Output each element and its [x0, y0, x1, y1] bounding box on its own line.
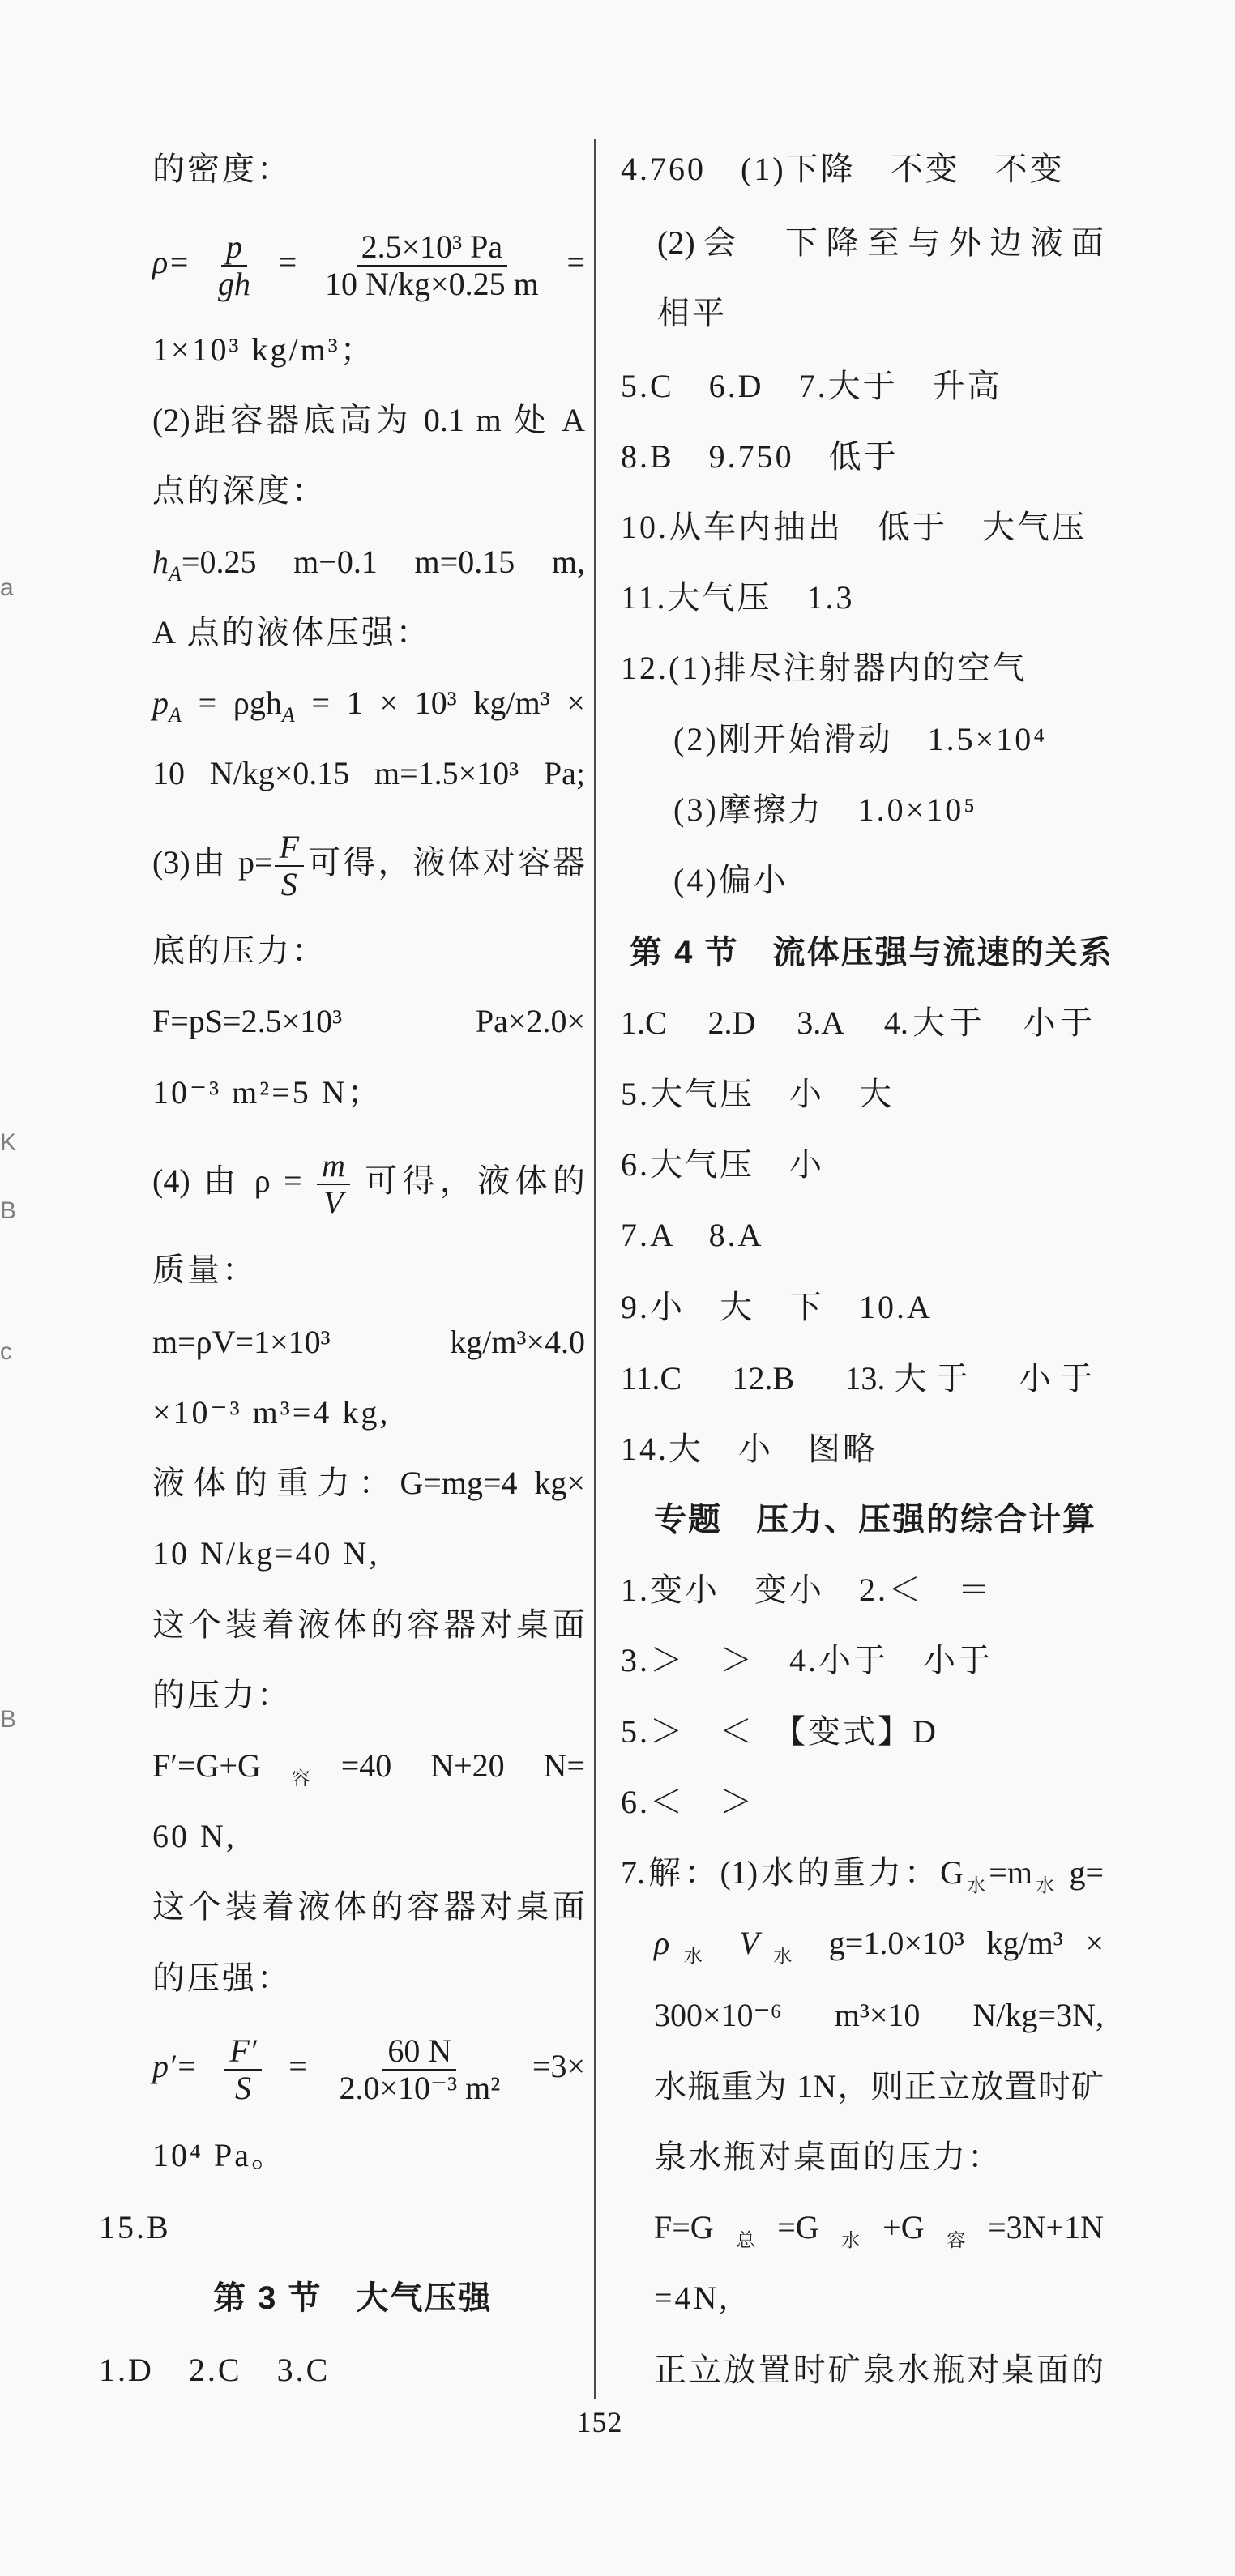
section-heading: 第 4 节 流体压强与流速的关系 [630, 935, 1113, 970]
answer-line: 的密度： [152, 151, 292, 187]
formula-text: = [288, 2048, 307, 2084]
formula-variable: p [152, 685, 169, 721]
answer-line: 12.(1)排尽注射器内的空气 [621, 650, 1028, 686]
subscript: 容 [924, 2230, 989, 2250]
edge-fragment: c [0, 1338, 12, 1365]
answer-line: 6.大气压 小 [621, 1146, 824, 1183]
answer-line: 的压强： [152, 1960, 292, 1996]
mass-formula [152, 1141, 585, 1222]
formula-text: =0.25 m−0.1 m=0.15 m, [181, 544, 585, 580]
fraction [213, 229, 255, 302]
fraction-numerator: F [275, 830, 304, 867]
subscript: A [281, 703, 295, 727]
density-formula [152, 222, 585, 303]
answer-line: 7.A 8.A [621, 1217, 764, 1253]
formula-text: F′=G+G [152, 1747, 261, 1784]
answer-line: 14.大 小 图略 [621, 1431, 878, 1467]
formula-text: = [278, 244, 297, 280]
total-force-formula [654, 2208, 1104, 2250]
subscript: 总 [713, 2230, 778, 2250]
answer-line: 8.B 9.750 低于 [621, 438, 899, 475]
subscript: 水 [963, 1875, 989, 1896]
edge-fragment: K [0, 1129, 17, 1156]
answer-line: 1.C 2.D 3.A 4.大于 小于 [621, 1004, 1092, 1041]
formula-text: =40 N+20 N= [340, 1747, 585, 1784]
edge-fragment: B [0, 1706, 17, 1733]
subscript: 水 [1032, 1875, 1058, 1896]
answer-line: F=pS=2.5×10³ Pa×2.0× [152, 1003, 585, 1039]
answer-line: 1.D 2.C 3.C [99, 2352, 331, 2388]
answer-line: 泉水瓶对桌面的压力： [654, 2139, 1002, 2175]
fraction-numerator: F′ [224, 2033, 261, 2071]
container-pressure-formula [152, 2026, 585, 2107]
formula-text: = [566, 244, 585, 280]
answer-line: 9.小 大 下 10.A [621, 1289, 933, 1325]
subscript: A [169, 562, 182, 586]
depth-formula [152, 543, 585, 586]
formula-text: 可得，液体对容器 [306, 844, 586, 881]
subscript: 容 [260, 1768, 341, 1789]
answer-line: 10.从车内抽出 低于 大气压 [621, 509, 1087, 545]
answer-line: 点的深度： [152, 472, 327, 509]
water-weight-formula [621, 1853, 1105, 1896]
fraction-denominator: 2.0×10⁻³ m² [339, 2069, 501, 2106]
answer-line: 5.C 6.D 7.大于 升高 [621, 368, 1002, 404]
subscript: A [169, 703, 182, 727]
answer-line: 5.大气压 小 大 [621, 1076, 894, 1112]
formula-text: 7.解：(1)水的重力：G [621, 1854, 964, 1891]
subscript: 水 [818, 2230, 883, 2250]
answer-line: A 点的液体压强： [152, 614, 431, 650]
answer-line: (2)刚开始滑动 1.5×10⁴ [673, 721, 1048, 757]
answer-line: 60 N, [152, 1818, 237, 1854]
force-formula [152, 822, 585, 903]
fraction [224, 2033, 261, 2106]
subscript: 水 [669, 1946, 717, 1966]
fraction-numerator: m [317, 1148, 350, 1185]
fraction-denominator: S [235, 2069, 251, 2106]
formula-text: g= [1058, 1854, 1105, 1891]
formula-variable: h [152, 544, 169, 580]
formula-text: = ρgh [181, 685, 282, 721]
answer-line: m=ρV=1×10³ kg/m³×4.0 [152, 1324, 585, 1360]
subscript: 水 [759, 1946, 807, 1966]
answer-line: 10⁴ Pa。 [152, 2137, 286, 2173]
answer-line: 10⁻³ m²=5 N； [152, 1074, 382, 1111]
answer-line: =4N, [654, 2280, 730, 2316]
fraction-denominator: gh [217, 265, 250, 302]
formula-text: =3N+1N [988, 2209, 1104, 2245]
formula-text: 可得，液体的 [351, 1162, 585, 1199]
formula-text: g=1.0×10³ kg/m³ × [806, 1925, 1105, 1961]
answer-line: 10 N/kg×0.15 m=1.5×10³ Pa; [152, 755, 585, 791]
formula-text: ρ= [152, 244, 190, 280]
answer-line: 的压力： [152, 1677, 292, 1713]
answer-line: 300×10⁻⁶ m³×10 N/kg=3N, [654, 1997, 1104, 2033]
fraction [275, 830, 304, 902]
section-heading: 第 3 节 大气压强 [213, 2280, 493, 2316]
formula-text: +G [882, 2209, 925, 2245]
edge-fragment: B [0, 1197, 17, 1224]
answer-line: 11.大气压 1.3 [621, 579, 855, 616]
answer-line: (2)距容器底高为 0.1 m 处 A [152, 402, 585, 438]
answer-line: 5.＞ ＜ 【变式】D [621, 1713, 938, 1750]
edge-fragment: a [0, 574, 14, 601]
answer-line: (3)摩擦力 1.0×10⁵ [673, 791, 978, 828]
fraction-denominator: S [280, 865, 297, 902]
topic-heading: 专题 压力、压强的综合计算 [654, 1502, 1096, 1537]
fraction-numerator: 2.5×10³ Pa [357, 229, 508, 267]
container-force-formula [152, 1746, 585, 1789]
formula-text: (4) 由 ρ = [152, 1162, 315, 1199]
formula-text: =3× [532, 2048, 586, 2084]
answer-line: 相平 [657, 295, 727, 331]
answer-line: 这个装着液体的容器对桌面 [152, 1606, 585, 1643]
formula-text: p′= [152, 2048, 198, 2084]
answer-line: (2)会 下降至与外边液面 [657, 224, 1104, 261]
formula-text: = 1 × 10³ kg/m³ × [294, 685, 585, 721]
formula-text: =G [777, 2209, 819, 2245]
formula-text: (3)由 p= [152, 844, 273, 881]
answer-line: 液体的重力：G=mg=4 kg× [152, 1465, 585, 1501]
fraction-numerator: 60 N [382, 2033, 456, 2071]
formula-text: V [716, 1925, 759, 1961]
fraction [320, 229, 544, 302]
answer-line: 6.＜ ＞ [621, 1784, 754, 1820]
fraction-numerator: p [221, 229, 247, 267]
column-divider [594, 139, 596, 2399]
answer-line: 1.变小 变小 2.＜ ＝ [621, 1572, 993, 1608]
answer-line: 底的压力： [152, 932, 327, 969]
answer-line: 水瓶重为 1N，则正立放置时矿 [654, 2068, 1104, 2105]
answer-line: 15.B [99, 2209, 171, 2245]
fraction-denominator: V [323, 1184, 344, 1221]
page-number: 152 [576, 2406, 623, 2438]
answer-line: 4.760 (1)下降 不变 不变 [621, 151, 1065, 187]
formula-text: ρ [654, 1925, 670, 1961]
answer-line: 11.C 12.B 13.大于 小于 [621, 1360, 1092, 1397]
formula-text: =m [989, 1854, 1032, 1891]
pressure-formula [152, 684, 585, 727]
water-weight-formula [654, 1924, 1105, 1966]
answer-line: 质量： [152, 1252, 257, 1288]
fraction [334, 2033, 505, 2106]
answer-line: 3.＞ ＞ 4.小于 小于 [621, 1642, 993, 1678]
answer-line: 正立放置时矿泉水瓶对桌面的 [654, 2352, 1104, 2388]
formula-text: F=G [654, 2209, 714, 2245]
answer-line: ×10⁻³ m³=4 kg, [152, 1394, 391, 1431]
answer-line: (4)偏小 [673, 862, 788, 898]
answer-line: 这个装着液体的容器对桌面 [152, 1888, 585, 1925]
answer-line: 10 N/kg=40 N, [152, 1535, 380, 1572]
fraction [317, 1148, 350, 1221]
answer-line: 1×10³ kg/m³； [152, 331, 375, 368]
fraction-denominator: 10 N/kg×0.25 m [325, 265, 539, 302]
